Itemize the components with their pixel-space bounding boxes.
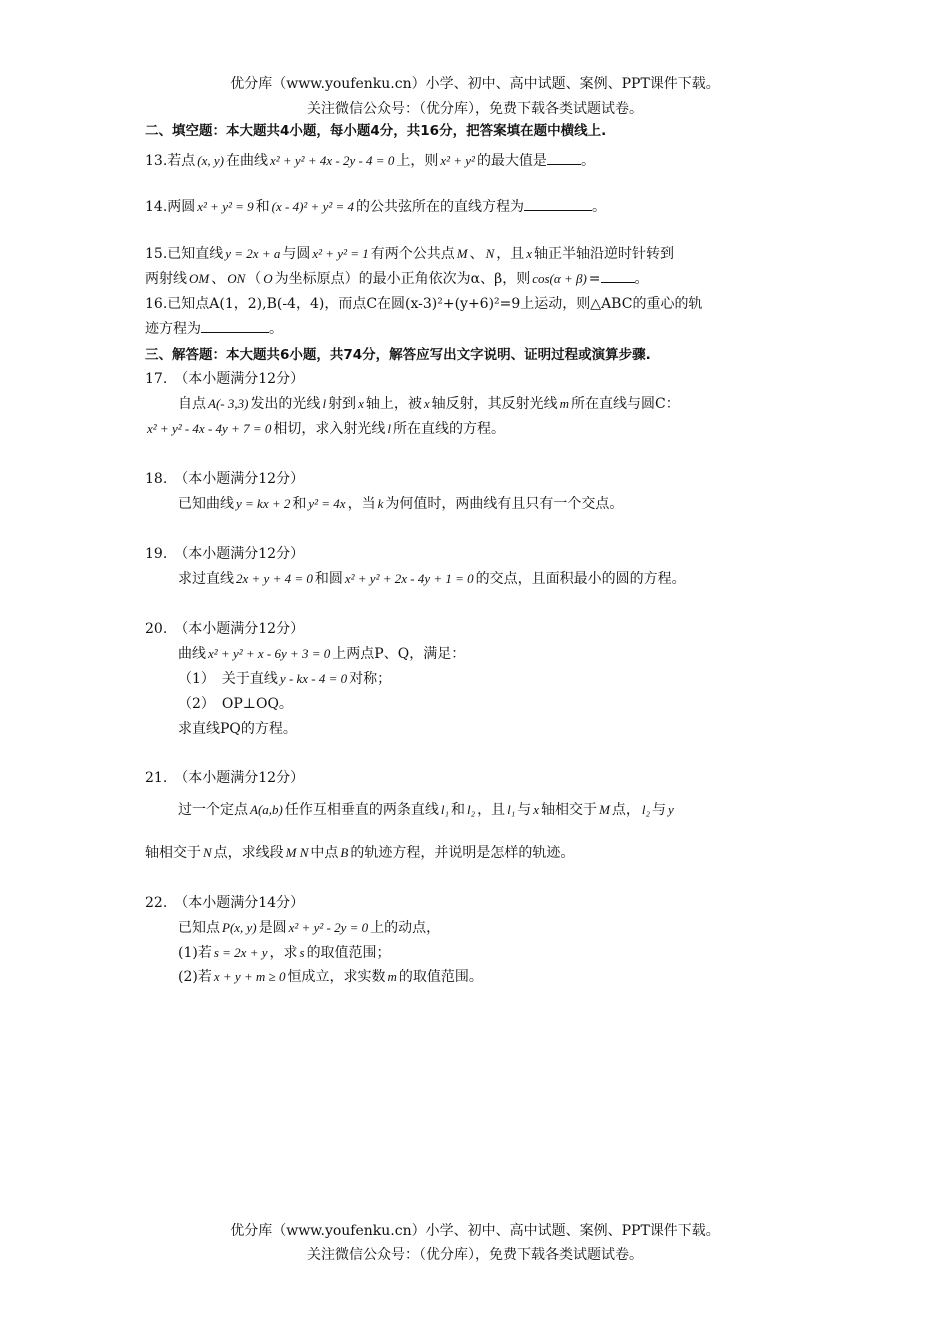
answer-blank — [524, 196, 592, 211]
question-13: 13.若点 (x, y) 在曲线 x² + y² + 4x - 2y - 4 = 0 上，则 x² + y² 的最大值是 。 — [145, 150, 595, 172]
question-22-line-3: (2)若 x + y + m ≥ 0 恒成立，求实数 m 的取值范围。 — [178, 969, 483, 985]
header-line-1: 优分库（www.youfenku.cn）小学、初中、高中试题、案例、PPT课件下载。 — [230, 76, 720, 92]
question-14: 14.两圆 x² + y² = 9 和 (x - 4)² + y² = 4 的公共弦所在的直线方程为 。 — [145, 196, 606, 218]
question-18-body: 已知曲线 y = kx + 2 和 y² = 4x ，当 k 为何值时，两曲线有且只有一个交点。 — [178, 496, 624, 512]
question-20-line-3: （2） OP⊥OQ。 — [178, 696, 293, 712]
footer-line-2: 关注微信公众号：（优分库），免费下载各类试题试卷。 — [307, 1247, 643, 1263]
question-22-line-1: 已知点 P(x, y) 是圆 x² + y² - 2y = 0 上的动点， — [178, 920, 441, 936]
section-2-title: 二、填空题：本大题共4小题，每小题4分，共16分，把答案填在题中横线上. — [145, 123, 607, 139]
question-17-line-1: 自点 A(- 3,3) 发出的光线 l 射到 x 轴上，被 x 轴反射，其反射光线 m 所在直线与圆C： — [178, 396, 680, 412]
question-21-line-2: 轴相交于 N 点，求线段 M N 中点 B 的轨迹方程，并说明是怎样的轨迹。 — [145, 845, 575, 861]
header-line-2: 关注微信公众号：（优分库），免费下载各类试题试卷。 — [307, 101, 643, 117]
question-16-line-1: 16.已知点A(1，2),B(-4，4)，而点C在圆(x-3)²+(y+6)²=9上运动，则△ABC的重心的轨 — [145, 296, 703, 312]
question-21-heading: 21. （本小题满分12分） — [145, 770, 305, 786]
section-3-title: 三、解答题：本大题共6小题，共74分，解答应写出文字说明、证明过程或演算步骤. — [145, 347, 651, 363]
answer-blank — [201, 318, 269, 333]
question-20-line-2: （1） 关于直线 y - kx - 4 = 0 对称； — [178, 671, 392, 687]
question-17-line-2: x² + y² - 4x - 4y + 7 = 0 相切，求入射光线 l 所在直线的方程。 — [147, 421, 505, 437]
question-20-heading: 20. （本小题满分12分） — [145, 621, 305, 637]
question-16-line-2: 迹方程为 。 — [145, 318, 283, 340]
question-21-line-1: 过一个定点 A(a,b) 任作互相垂直的两条直线 l₁ 和 l₂ ，且 l₁ 与 x 轴相交于 M 点， l₂ 与 y — [178, 802, 674, 818]
question-22-line-2: (1)若 s = 2x + y ，求 s 的取值范围； — [178, 945, 391, 961]
question-17-heading: 17. （本小题满分12分） — [145, 371, 305, 387]
question-19-body: 求过直线 2x + y + 4 = 0 和圆 x² + y² + 2x - 4y + 1 = 0 的交点，且面积最小的圆的方程。 — [178, 571, 686, 587]
question-15-line-2: 两射线 OM 、 ON （ O 为坐标原点）的最小正角依次为α、β，则 cos(α + β) = 。 — [145, 268, 649, 290]
answer-blank — [547, 150, 581, 165]
question-20-line-4: 求直线PQ的方程。 — [178, 721, 297, 737]
answer-blank — [601, 268, 635, 283]
question-15-line-1: 15.已知直线 y = 2x + a 与圆 x² + y² = 1 有两个公共点 M 、 N ，且 x 轴正半轴沿逆时针转到 — [145, 246, 675, 262]
question-19-heading: 19. （本小题满分12分） — [145, 546, 305, 562]
question-20-line-1: 曲线 x² + y² + x - 6y + 3 = 0 上两点P、Q，满足： — [178, 646, 466, 662]
footer-line-1: 优分库（www.youfenku.cn）小学、初中、高中试题、案例、PPT课件下载。 — [230, 1223, 720, 1239]
question-18-heading: 18. （本小题满分12分） — [145, 471, 305, 487]
question-22-heading: 22. （本小题满分14分） — [145, 895, 305, 911]
